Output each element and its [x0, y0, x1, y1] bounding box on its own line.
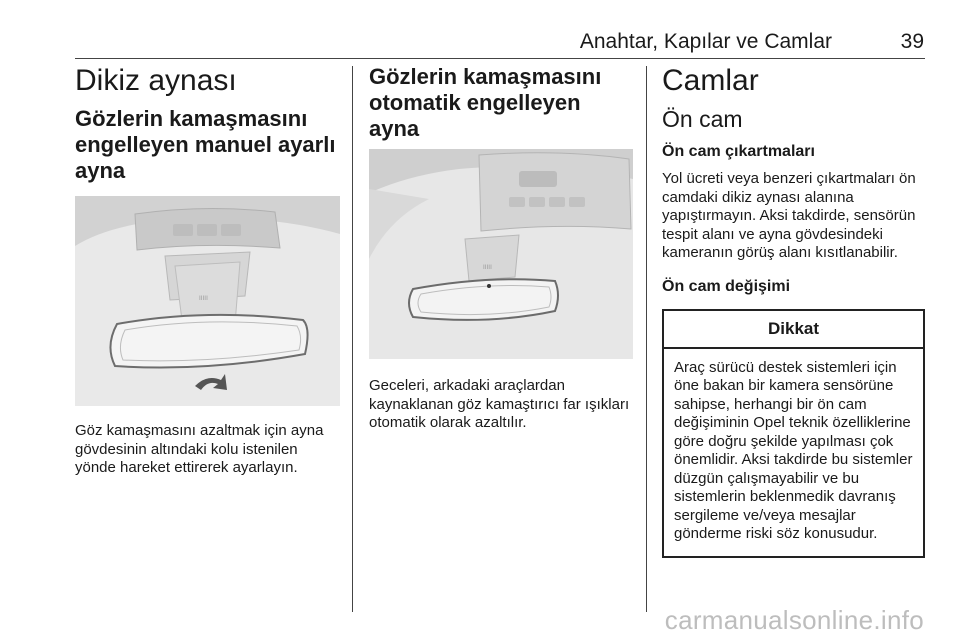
subheading-manual-mirror: Gözlerin kamaşmasını engelleyen manuel ayarlı ayna — [75, 106, 336, 183]
caution-notice-title: Dikkat — [664, 311, 923, 349]
running-header-title: Anahtar, Kapılar ve Camlar — [579, 30, 832, 53]
section-heading-mirror: Dikiz aynası — [75, 64, 237, 97]
header-rule — [75, 58, 925, 59]
auto-mirror-caption: Geceleri, arkadaki araçlardan kaynaklanan göz kamaştırıcı far ışıkları otomatik olarak azaltılır. — [369, 377, 630, 431]
watermark: carmanualsonline.info — [664, 605, 924, 635]
auto-mirror-illustration — [369, 149, 633, 359]
column-middle — [369, 64, 633, 433]
caution-notice-text: Araç sürücü destek sistemleri için öne bakan bir kamera sensörüne sahipse, herhangi bir ön cam değişiminin Opel teknik özelliklerine göre doğru şekilde yapılması çok önemlidir. Aksi takdirde bu sistemler düzgün çalışmayabilir ve bu sistemlerin beklenmedik davranış sergileme ve/veya mesajlar gönderme riski söz konusudur. — [674, 358, 913, 542]
column-left — [75, 64, 340, 478]
column-divider — [352, 66, 353, 612]
column-divider — [646, 66, 647, 612]
subheading-windscreen: Ön cam — [662, 106, 743, 132]
subheading-auto-mirror: Gözlerin kamaşmasını otomatik engelleyen ayna — [369, 64, 602, 141]
manual-mirror-caption: Göz kamaşmasını azaltmak için ayna gövdesinin altındaki kolu istenilen yönde hareket ettirerek ayarlayın. — [75, 422, 324, 476]
page-number: 39 — [900, 30, 924, 53]
manual-mirror-illustration — [75, 196, 340, 406]
windscreen-stickers-text: Yol ücreti veya benzeri çıkartmaları ön camdaki dikiz aynası alanına yapıştırmayın. Aksi takdirde, sensörün tespit alanı ve ayna gövdesindeki kameranın görüş alanı kısıtlanabilir. — [662, 170, 916, 261]
section-heading-windows: Camlar — [662, 64, 759, 97]
caution-notice-box — [662, 309, 925, 558]
windscreen-replacement-title: Ön cam değişimi — [662, 277, 791, 295]
windscreen-stickers-title: Ön cam çıkartmaları — [662, 143, 815, 160]
svg-text:IIIII: IIIII — [483, 264, 492, 271]
svg-text:IIIII: IIIII — [199, 295, 208, 302]
column-right — [662, 64, 925, 558]
